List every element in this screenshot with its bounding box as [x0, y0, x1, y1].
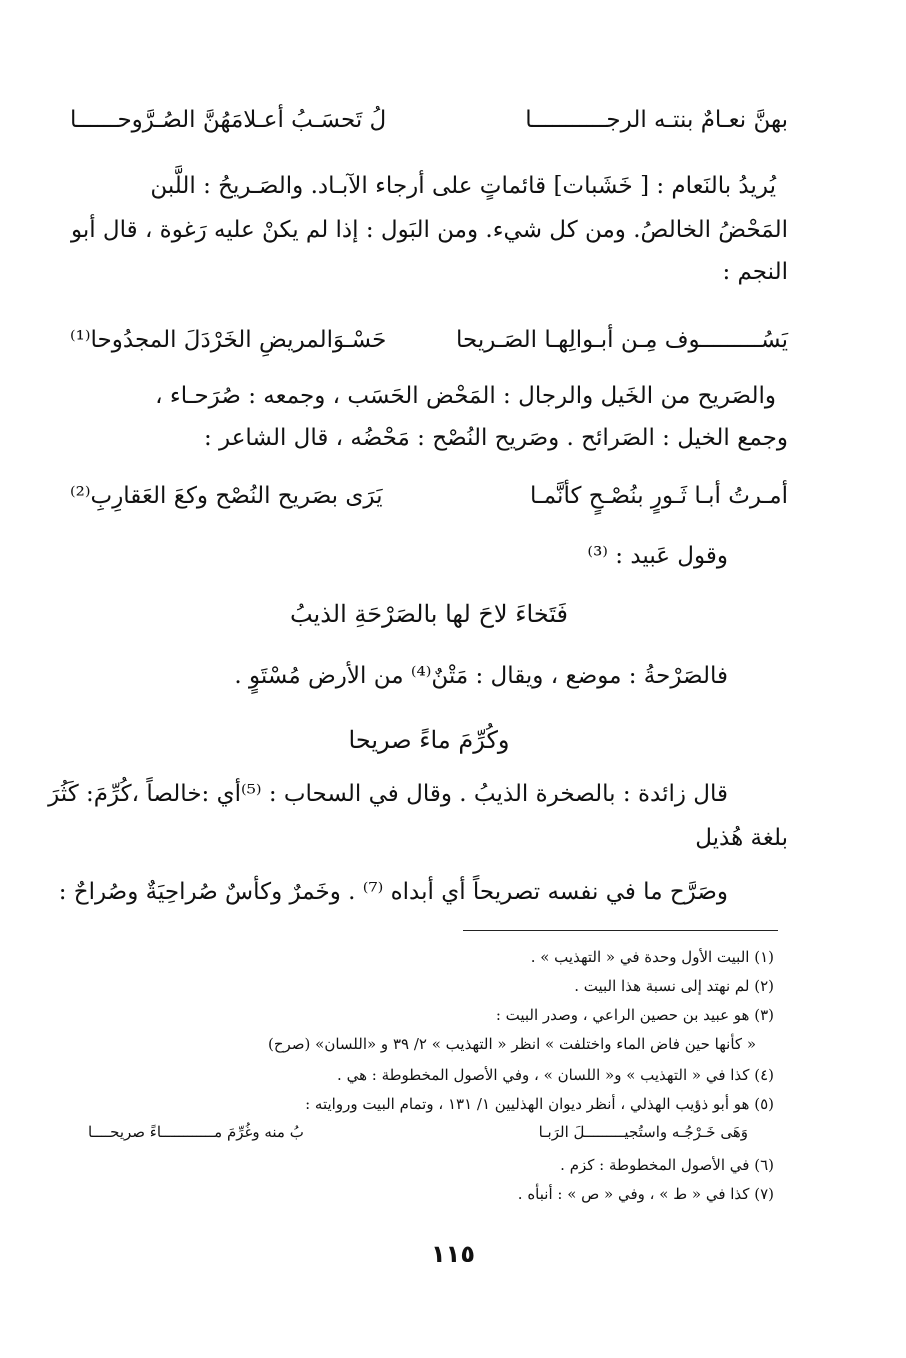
footnote-5-verse: [88, 1120, 774, 1144]
verse-3-first-hemistich: أمـرتُ أبـا ثَـورٍ بنُصْـحٍ كأنَّمـا: [530, 483, 788, 509]
verse-2: [70, 320, 788, 360]
paragraph-5-line-2: بلغة هُذيل: [695, 825, 788, 851]
footnote-5-verse-second-hemistich: بُ منه وغُرِّمَ مــــــــــــاءً صريحــــا: [88, 1123, 304, 1141]
paragraph-5-line-1: قال زائدة : بالصخرة الذيبُ . وقال في السحاب : ⁽⁵⁾أي :خالصاً ،كُرِّمَ: كَثُرَ: [48, 781, 728, 807]
footnote-6: (٦) في الأصول المخطوطة : كزم .: [560, 1156, 774, 1174]
verse-3-second-hemistich: يَرَى بصَريح النُصْح وكعَ العَقارِبِ⁽²⁾: [70, 483, 383, 509]
paragraph-3: وقول عَبيد : ⁽³⁾: [587, 543, 728, 569]
verse-2-second-hemistich: حَسْـوَالمريضِ الخَرْدَلَ المجدُوحا⁽¹⁾: [70, 327, 387, 353]
footnote-3: (٣) هو عبيد بن حصين الراعي ، وصدر البيت :: [495, 1006, 774, 1024]
paragraph-2-line-2: وجمع الخيل : الصَرائح . وصَريح النُصْح : مَحْضُه ، قال الشاعر :: [203, 425, 788, 451]
footnote-5: (٥) هو أبو ذؤيب الهذلي ، أنظر ديوان الهذليين ١/ ١٣١ ، وتمام البيت وروايته :: [305, 1095, 774, 1113]
verse-2-first-hemistich: يَسُـــــــــوف مِـن أبـوالِهـا الصَـريحا: [456, 327, 788, 353]
quote-hemistich-2: وكُرِّمَ ماءً صريحا: [348, 726, 510, 754]
footnote-7: (٧) كذا في « ط » ، وفي « ص » : أنبأه .: [517, 1185, 774, 1203]
footnote-4: (٤) كذا في « التهذيب » و« اللسان » ، وفي الأصول المخطوطة : هي .: [337, 1066, 774, 1084]
page-number: ١١٥: [431, 1240, 475, 1268]
quote-hemistich-1: فَتَخاءَ لاحَ لها بالصَرْحَةِ الذيبُ: [289, 600, 569, 628]
footnote-separator: [463, 930, 778, 931]
paragraph-6: وصَرَّح ما في نفسه تصريحاً أي أبداه ⁽⁷⁾ . وخَمرٌ وكأسٌ صُراحِيَةٌ وصُراحٌ :: [58, 879, 728, 905]
paragraph-1-line-1: يُريدُ بالنَعام : [ خَشَبات] قائماتٍ على أرجاء الآبـاد. والصَـريحُ : اللَّبن: [150, 173, 776, 199]
paragraph-4: فالصَرْحةُ : موضع ، ويقال : مَتْنٌ⁽⁴⁾ من الأرض مُسْتَوٍ .: [234, 663, 728, 689]
footnote-1: (١) البيت الأول وحدة في « التهذيب » .: [530, 948, 774, 966]
verse-1-first-hemistich: بهنَّ نعـامٌ بنتـه الرجـــــــــــا: [525, 107, 788, 133]
paragraph-1-line-2: المَحْضُ الخالصُ. ومن كل شيء. ومن البَول : إذا لم يكنْ عليه رَغوة ، قال أبو: [70, 217, 788, 243]
paragraph-2-line-1: والصَريح من الخَيل والرجال : المَحْض الحَسَب ، وجمعه : صُرَحـاء ،: [155, 383, 776, 409]
verse-3: [70, 476, 788, 516]
paragraph-1-line-3: النجم :: [722, 259, 788, 285]
verse-1-second-hemistich: لُ تَحسَـبُ أعـلامَهُنَّ الصُـرَّوحــــــا: [70, 107, 387, 133]
footnote-5-verse-first-hemistich: وَهَى خَـرْجُـه واستُجيـــــــــلَ الرَبـا: [538, 1123, 748, 1141]
verse-1: [70, 100, 788, 140]
footnote-2: (٢) لم نهتد إلى نسبة هذا البيت .: [574, 977, 774, 995]
footnote-3-quote: « كأنها حين فاض الماء واختلفت » انظر « التهذيب » ٢/ ٣٩ و «اللسان» (صرح): [267, 1035, 756, 1053]
